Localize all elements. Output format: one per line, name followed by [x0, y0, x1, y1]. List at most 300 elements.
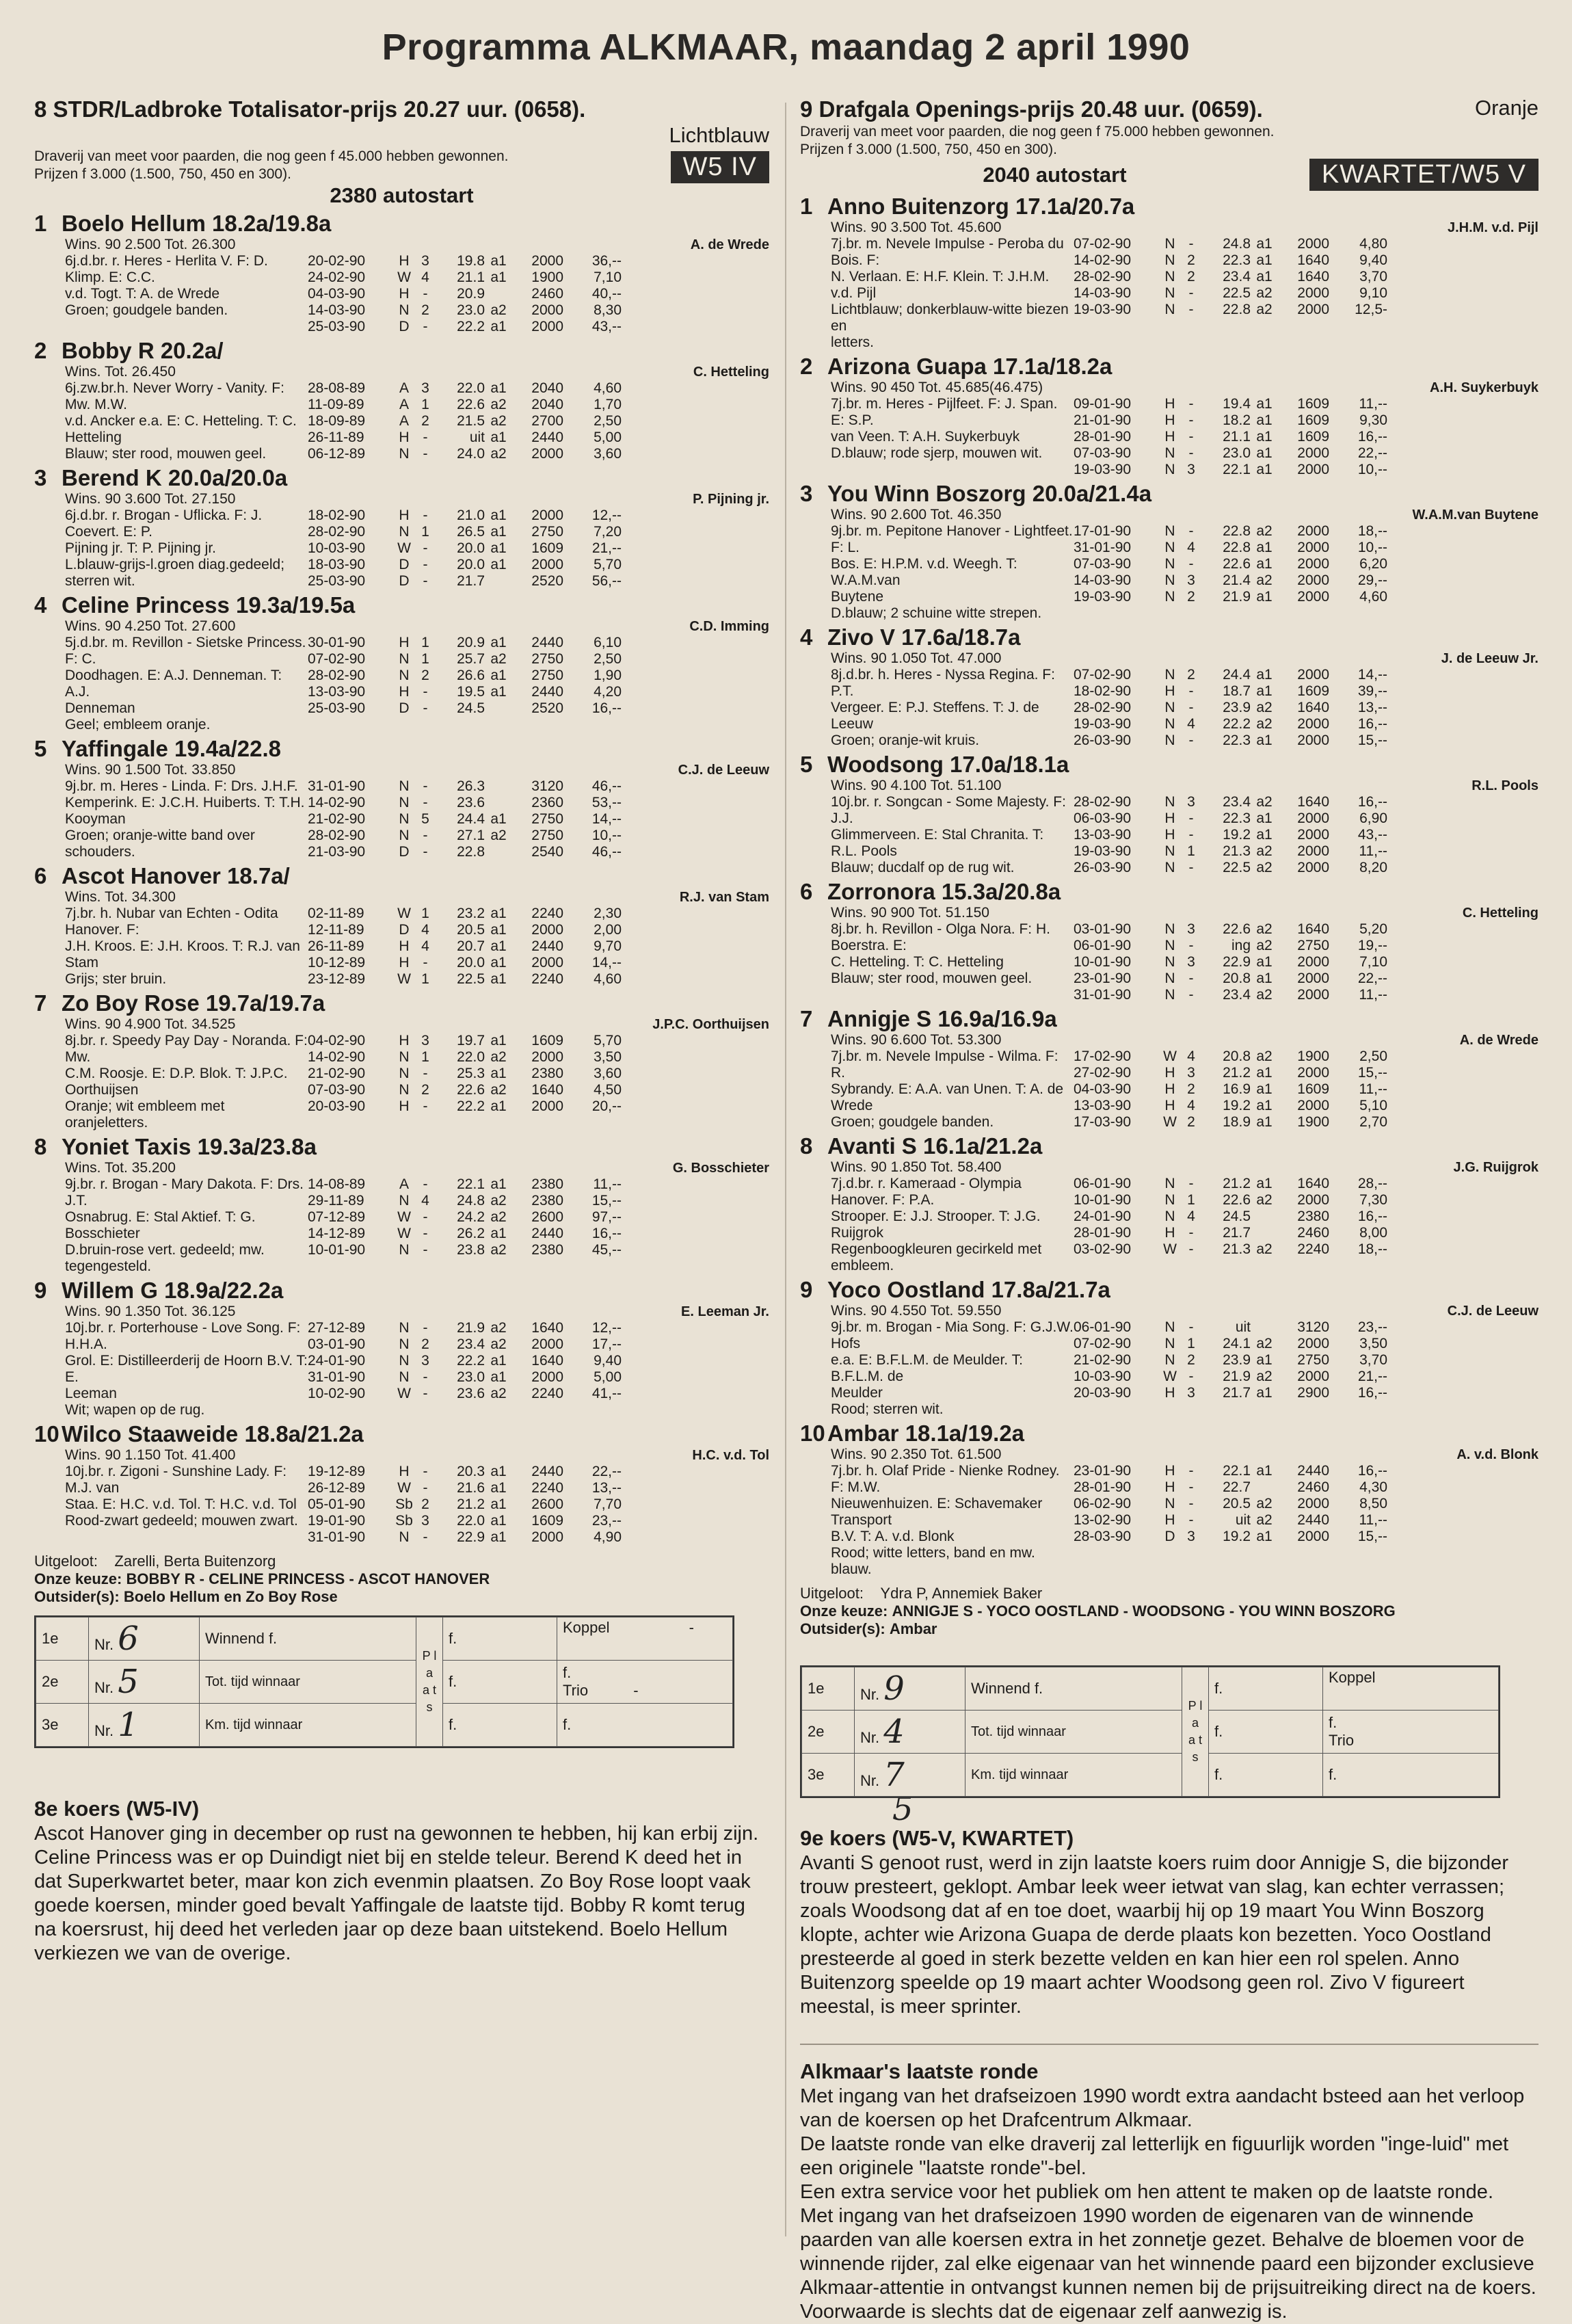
run-date: 26-03-90 — [1074, 860, 1132, 875]
run-start — [1251, 1319, 1278, 1336]
run-track: D — [399, 557, 410, 572]
result-row — [308, 1209, 769, 1226]
run-track: D — [399, 844, 410, 860]
run-time: 19.5 — [457, 684, 485, 700]
run-place: 3 — [421, 1353, 429, 1369]
result-row — [1074, 843, 1538, 860]
result-row — [308, 1386, 769, 1402]
run-date: 28-02-90 — [308, 668, 366, 683]
horse-description — [800, 1032, 1074, 1131]
horse-number: 7 — [800, 1006, 813, 1031]
run-distance: 2380 — [531, 1176, 563, 1192]
horse-entry — [34, 990, 769, 1131]
run-place: 2 — [421, 1082, 429, 1098]
run-place: 2 — [1187, 1352, 1195, 1368]
run-distance: 2000 — [1297, 843, 1329, 859]
run-date: 10-12-89 — [308, 955, 366, 970]
handwritten-pick-1: 9 — [883, 1669, 905, 1708]
horse-body — [34, 491, 769, 590]
run-start: a2 — [490, 446, 507, 462]
run-track: N — [1164, 1336, 1175, 1351]
koppel-dash: - — [689, 1619, 694, 1636]
run-start: a2 — [490, 1209, 507, 1225]
run-track: H — [399, 430, 410, 445]
run-date: 21-02-90 — [308, 811, 366, 827]
run-odds: 36,-- — [591, 253, 622, 269]
description-line: 6j.d.br. r. Brogan - Uflicka. F: J. Coevert. E: P. — [65, 507, 263, 540]
run-start: a2 — [1256, 1512, 1273, 1528]
run-distance: 2540 — [531, 844, 563, 860]
run-distance: 2440 — [1297, 1512, 1329, 1528]
run-odds: 16,-- — [1357, 1209, 1387, 1224]
result-row — [1074, 954, 1538, 970]
run-track: Sb — [395, 1513, 413, 1529]
horse-name: Wilco Staaweide 18.8a/21.2a — [62, 1421, 364, 1447]
run-track: A — [399, 413, 409, 429]
run-place: 3 — [1187, 1529, 1195, 1544]
run-odds: 4,60 — [1359, 589, 1387, 605]
page-title: Programma ALKMAAR, maandag 2 april 1990 — [382, 27, 1190, 68]
run-time: 22.6 — [457, 1082, 485, 1098]
run-time: 18.7 — [1223, 683, 1251, 699]
trainer-name: A. de Wrede — [1459, 1033, 1538, 1048]
run-start: a1 — [490, 507, 507, 523]
run-track: N — [1164, 445, 1175, 461]
run-distance: 1609 — [531, 540, 563, 556]
commentary-text: Avanti S genoot rust, werd in zijn laatste koers ruim door Annigje S, die bijzonder trouw presteert, geklopt. Ambar leek weer ietwat van slag, kan echter verrassen; zoals Woodsong dat af en toe doet, waarbij hij op 19 maart You Winn Boszorg klopte, achter wie Arizona Guapa de derde plaats kon bezetten. Yoco Oostland presteerde al goed in sterk bezette velden en kan hier een rol spelen. Anno Buitenzorg speelde op 19 maart achter Woodsong geen rol. Zivo V figureert meestal, is meer sprinter. — [800, 1852, 1508, 2018]
run-place: - — [423, 1529, 428, 1545]
place-3-label: 3e — [36, 1704, 89, 1747]
run-start: a1 — [490, 684, 507, 700]
horse-body — [800, 507, 1538, 622]
run-odds: 22,-- — [591, 1464, 622, 1479]
run-date: 12-11-89 — [308, 922, 364, 938]
trainer-name: P. Pijning jr. — [693, 492, 769, 507]
run-odds: 22,-- — [1357, 970, 1387, 986]
run-time: 21.9 — [457, 1320, 485, 1336]
run-time: 24.2 — [457, 1209, 485, 1225]
description-line: Grijs; ster bruin. — [65, 971, 167, 987]
run-date: 14-08-89 — [308, 1176, 366, 1192]
description-line: Wins. 90 3.600 Tot. 27.150 — [65, 491, 236, 507]
race-conditions: Draverij van meet voor paarden, die nog geen f 75.000 hebben gewonnen. — [800, 124, 1275, 140]
run-track: W — [397, 1209, 411, 1225]
run-distance: 2520 — [531, 700, 563, 716]
horse-entry — [34, 863, 769, 988]
nr-label: Nr. — [860, 1686, 880, 1703]
horse-number: 2 — [34, 338, 47, 363]
horse-entry — [800, 481, 1538, 622]
horse-entry — [800, 194, 1538, 351]
description-line: Glimmerveen. E: Stal Chranita. T: R.L. Pools — [831, 827, 1044, 859]
description-line: Wins. 90 1.150 Tot. 41.400 — [65, 1447, 236, 1463]
horse-description — [34, 1304, 308, 1418]
description-line: Strooper. E: J.J. Strooper. T: J.G. Ruijgrok — [831, 1209, 1041, 1241]
horse-entry — [34, 338, 769, 462]
run-date: 19-03-90 — [1074, 843, 1132, 859]
description-line: 9j.br. m. Pepitone Hanover - Lightfeet. F: L. — [831, 523, 1073, 555]
outsider: Boelo Hellum en Zo Boy Rose — [123, 1588, 338, 1605]
handwritten-pick-3: 1 — [118, 1706, 139, 1744]
run-start: a1 — [1256, 1385, 1273, 1401]
horse-description — [34, 237, 308, 335]
run-place: 2 — [1187, 667, 1195, 683]
handwritten-pick-2: 5 — [118, 1663, 139, 1701]
run-date: 28-02-90 — [1074, 269, 1132, 285]
run-distance: 2360 — [531, 795, 563, 810]
run-track: N — [399, 1082, 410, 1098]
section-divider — [800, 2044, 1538, 2045]
run-odds: 18,-- — [1357, 523, 1387, 539]
run-place: 3 — [421, 380, 429, 396]
run-odds: 19,-- — [1357, 938, 1387, 953]
trainer-name: A.H. Suykerbuyk — [1430, 380, 1538, 395]
run-track: N — [399, 778, 410, 794]
recent-results — [1074, 778, 1538, 876]
run-track: D — [399, 922, 410, 938]
run-start: a1 — [490, 1464, 507, 1479]
run-distance: 2000 — [531, 507, 563, 523]
run-track: H — [399, 635, 410, 650]
horse-header — [800, 624, 1538, 650]
result-row — [308, 1033, 769, 1049]
run-date: 17-01-90 — [1074, 523, 1132, 539]
horse-number: 8 — [800, 1133, 813, 1159]
run-track: H — [399, 1033, 410, 1048]
run-date: 07-03-90 — [1074, 556, 1132, 572]
run-date: 26-12-89 — [308, 1480, 366, 1496]
run-odds: 18,-- — [1357, 1241, 1387, 1257]
result-row — [1074, 396, 1538, 412]
run-track: N — [1164, 700, 1175, 715]
recent-results — [1074, 905, 1538, 1003]
keuze: ANNIGJE S - YOCO OOSTLAND - WOODSONG - YOU WINN BOSZORG — [892, 1602, 1396, 1620]
run-odds: 16,-- — [591, 1226, 622, 1241]
outsider-label: Outsider(s): — [800, 1620, 885, 1637]
run-track: W — [397, 540, 411, 556]
run-place: 2 — [1187, 589, 1195, 605]
article-title: Alkmaar's laatste ronde — [800, 2059, 1039, 2083]
run-place: - — [1188, 1225, 1194, 1241]
run-start: a2 — [1256, 572, 1273, 588]
run-track: H — [1164, 1098, 1175, 1113]
result-row — [1074, 716, 1538, 732]
run-distance: 2000 — [531, 446, 563, 462]
horse-header — [34, 211, 769, 237]
run-odds: 5,70 — [594, 1033, 622, 1048]
run-distance: 1609 — [1297, 683, 1329, 699]
run-start: a2 — [490, 397, 507, 412]
handwritten-pick-1: 6 — [118, 1620, 139, 1658]
article-paragraph: Met ingang van het drafseizoen 1990 wordt extra aandacht bsteed aan het verloop van de koersen op het Drafcentrum Alkmaar. — [800, 2085, 1525, 2131]
horse-description — [34, 364, 308, 462]
description-line: 9j.br. m. Heres - Linda. F: Drs. J.H.F. — [65, 778, 298, 794]
run-place: 2 — [1187, 252, 1195, 268]
run-date: 10-01-90 — [1074, 1192, 1132, 1208]
run-odds: 5,00 — [594, 1369, 622, 1385]
description-line: Wins. 90 4.900 Tot. 34.525 — [65, 1016, 236, 1032]
run-place: - — [423, 778, 428, 794]
horse-header — [34, 863, 769, 889]
description-line: Blauw; ducdalf op de rug wit. — [831, 860, 1015, 875]
horse-header — [34, 592, 769, 618]
trainer-name: E. Leeman Jr. — [681, 1304, 769, 1319]
run-date: 25-03-90 — [308, 700, 366, 716]
horse-number: 5 — [34, 736, 47, 761]
trainer-name: C.J. de Leeuw — [678, 763, 769, 778]
run-distance: 2000 — [1297, 1529, 1329, 1544]
horse-entry — [34, 1134, 769, 1275]
run-track: N — [399, 811, 410, 827]
run-odds: 2,50 — [594, 651, 622, 667]
horse-entry — [800, 1133, 1538, 1274]
horse-name: Anno Buitenzorg 17.1a/20.7a — [827, 194, 1135, 219]
run-place: - — [1188, 827, 1194, 843]
run-place: - — [423, 1369, 428, 1385]
horse-body — [34, 364, 769, 462]
run-track: H — [1164, 396, 1175, 412]
horse-entry — [34, 465, 769, 590]
run-date: 14-03-90 — [308, 302, 366, 318]
run-track: N — [399, 828, 410, 843]
result-row — [1074, 970, 1538, 987]
run-odds: 9,10 — [1359, 285, 1387, 301]
run-distance: 1640 — [1297, 921, 1329, 937]
uitgeloot: Ydra P, Annemiek Baker — [880, 1585, 1043, 1602]
run-track: N — [1164, 269, 1175, 285]
nr-label: Nr. — [94, 1636, 114, 1653]
run-date: 18-03-90 — [308, 557, 366, 572]
run-track: D — [399, 573, 410, 589]
run-distance: 2460 — [1297, 1479, 1329, 1495]
description-line: 10j.br. r. Songcan - Some Majesty. F: J.J. — [831, 794, 1066, 826]
run-track: W — [1163, 1114, 1177, 1130]
run-track: N — [1164, 1209, 1175, 1224]
run-date: 07-12-89 — [308, 1209, 366, 1225]
run-odds: 14,-- — [591, 811, 622, 827]
description-line: 8j.d.br. h. Heres - Nyssa Regina. F: P.T. — [831, 667, 1055, 699]
run-date: 11-09-89 — [308, 397, 364, 412]
run-distance: 2750 — [531, 651, 563, 667]
result-row — [1074, 252, 1538, 269]
run-place: 1 — [421, 651, 429, 667]
run-odds: 5,70 — [594, 557, 622, 572]
result-row — [308, 906, 769, 922]
description-line: Osnabrug. E: Stal Aktief. T: G. Bosschieter — [65, 1209, 256, 1241]
run-place: - — [1188, 1496, 1194, 1511]
description-line: 10j.br. r. Porterhouse - Love Song. F: H.H.A. — [65, 1320, 301, 1352]
run-time: 22.2 — [457, 1353, 485, 1369]
recent-results — [1074, 650, 1538, 749]
run-track: W — [1163, 1241, 1177, 1257]
run-odds: 15,-- — [1357, 1065, 1387, 1081]
result-row — [1074, 1098, 1538, 1114]
trainer-name: R.L. Pools — [1471, 778, 1538, 793]
run-odds: 15,-- — [1357, 1529, 1387, 1544]
run-date: 23-01-90 — [1074, 1463, 1132, 1479]
run-distance: 1609 — [1297, 396, 1329, 412]
run-track: N — [399, 1320, 410, 1336]
description-line: Wins. 90 1.850 Tot. 58.400 — [831, 1159, 1002, 1175]
run-time: 22.8 — [1223, 302, 1251, 317]
run-place: 1 — [1187, 1336, 1195, 1351]
horse-body — [34, 762, 769, 860]
run-odds: 11,-- — [1359, 987, 1387, 1003]
result-row — [1074, 921, 1538, 938]
run-place: - — [423, 795, 428, 810]
run-time: 20.0 — [457, 557, 485, 572]
place-1-label: 1e — [36, 1617, 89, 1661]
run-distance: 2750 — [531, 524, 563, 540]
run-distance: 2440 — [531, 1464, 563, 1479]
run-time: 22.3 — [1223, 810, 1251, 826]
run-time: 22.2 — [457, 319, 485, 334]
run-track: H — [399, 286, 410, 302]
run-track: N — [1164, 1319, 1175, 1335]
run-date: 06-12-89 — [308, 446, 366, 462]
run-time: 21.7 — [457, 573, 485, 589]
result-row — [308, 1529, 769, 1546]
run-place: 2 — [1187, 1114, 1195, 1130]
run-date: 06-01-90 — [1074, 1319, 1132, 1335]
horse-number: 1 — [800, 194, 813, 219]
horse-entry — [800, 1421, 1538, 1578]
race-prizes: Prijzen f 3.000 (1.500, 750, 450 en 300). — [34, 166, 291, 182]
run-distance: 2000 — [1297, 667, 1329, 683]
run-place: 3 — [1187, 572, 1195, 588]
description-line: Denneman — [65, 700, 135, 716]
run-place: - — [1188, 445, 1194, 461]
recent-results — [1074, 220, 1538, 351]
run-distance: 2380 — [531, 1193, 563, 1209]
result-row — [308, 1098, 769, 1115]
run-time: 24.5 — [457, 700, 485, 716]
horse-entry — [800, 354, 1538, 478]
run-date: 17-03-90 — [1074, 1114, 1132, 1130]
run-time: 20.5 — [1223, 1496, 1251, 1511]
run-time: 21.4 — [1223, 572, 1251, 588]
run-date: 28-02-90 — [1074, 794, 1132, 810]
trainer-name: J.P.C. Oorthuijsen — [652, 1017, 769, 1032]
run-place: - — [1188, 236, 1194, 252]
run-track: N — [1164, 794, 1175, 810]
run-place: - — [423, 1464, 428, 1479]
plaats-label: P l a a t s — [1182, 1667, 1209, 1797]
run-odds: 3,50 — [1359, 1336, 1387, 1351]
run-odds: 13,-- — [591, 1480, 622, 1496]
description-line: 7j.br. m. Nevele Impulse - Peroba du Bois. F: — [831, 236, 1064, 268]
horse-number: 9 — [34, 1278, 47, 1303]
run-date: 28-01-90 — [1074, 1479, 1132, 1495]
run-distance: 2240 — [1297, 1241, 1329, 1257]
run-odds: 43,-- — [591, 319, 622, 334]
run-date: 28-02-90 — [308, 524, 366, 540]
result-row — [1074, 302, 1538, 318]
run-distance: 1640 — [1297, 269, 1329, 285]
nr-label: Nr. — [860, 1729, 880, 1746]
run-track: A — [399, 380, 409, 396]
run-track: W — [397, 269, 411, 285]
run-track: N — [399, 1336, 410, 1352]
run-place: 2 — [1187, 1081, 1195, 1097]
run-date: 04-02-90 — [308, 1033, 366, 1048]
run-time: 21.7 — [1223, 1385, 1251, 1401]
run-place: - — [423, 507, 428, 523]
keuze: BOBBY R - CELINE PRINCESS - ASCOT HANOVER — [126, 1570, 490, 1587]
run-track: N — [1164, 302, 1175, 317]
run-date: 18-09-89 — [308, 413, 366, 429]
horse-header — [34, 990, 769, 1016]
run-odds: 3,70 — [1359, 1352, 1387, 1368]
prediction-form — [34, 1615, 734, 1748]
run-odds: 7,70 — [594, 1496, 622, 1512]
result-row — [308, 1369, 769, 1386]
horse-name: Boelo Hellum 18.2a/19.8a — [62, 211, 332, 236]
result-row — [1074, 1241, 1538, 1258]
run-odds: 13,-- — [1357, 700, 1387, 715]
trainer-name: W.A.M.van Buytene — [1412, 507, 1538, 523]
horse-description — [800, 507, 1074, 622]
tot-tijd-label: Tot. tijd winnaar — [200, 1661, 416, 1704]
horse-body — [34, 618, 769, 733]
run-start — [1251, 1479, 1278, 1496]
horse-name: Yaffingale 19.4a/22.8 — [62, 736, 282, 761]
description-line: Meulder — [831, 1385, 883, 1401]
result-row — [308, 302, 769, 319]
description-line: van Veen. T: A.H. Suykerbuyk — [831, 429, 1020, 445]
run-track: H — [1164, 1479, 1175, 1495]
run-time: 22.7 — [1223, 1479, 1251, 1495]
run-track: N — [1164, 285, 1175, 301]
run-distance: 1900 — [1297, 1048, 1329, 1064]
run-odds: 12,5- — [1355, 302, 1387, 317]
run-start: a1 — [490, 557, 507, 572]
run-track: H — [399, 1098, 410, 1114]
run-odds: 16,-- — [1357, 1463, 1387, 1479]
trainer-name: R.J. van Stam — [679, 890, 769, 905]
run-distance: 1609 — [1297, 1081, 1329, 1097]
run-track: N — [399, 446, 410, 462]
run-time: 22.5 — [457, 971, 485, 987]
description-line: Blauw; ster rood, mouwen geel. — [65, 446, 267, 462]
horse-name: Avanti S 16.1a/21.2a — [827, 1133, 1043, 1159]
horse-entry — [34, 736, 769, 860]
run-track: N — [1164, 732, 1175, 748]
run-time: 19.8 — [457, 253, 485, 269]
result-row — [1074, 556, 1538, 572]
description-line: Oranje; wit embleem met oranjeletters. — [65, 1098, 225, 1131]
run-track: N — [399, 1353, 410, 1369]
run-place: - — [423, 828, 428, 843]
run-track: N — [399, 1242, 410, 1258]
description-line: Regenboogkleuren gecirkeld met embleem. — [831, 1241, 1042, 1273]
run-odds: 46,-- — [591, 778, 622, 794]
trainer-name: C.D. Imming — [689, 619, 769, 634]
run-start: a1 — [490, 1226, 507, 1241]
run-track: N — [1164, 540, 1175, 555]
trainer-name: C. Hetteling — [1462, 906, 1538, 921]
run-odds: 5,20 — [1359, 921, 1387, 937]
description-line: Wins. 90 4.550 Tot. 59.550 — [831, 1303, 1002, 1319]
run-time: 23.6 — [457, 1386, 485, 1401]
run-distance: 2380 — [1297, 1209, 1329, 1224]
run-place: - — [1188, 302, 1194, 317]
run-distance: 2000 — [1297, 987, 1329, 1003]
run-track: H — [1164, 1081, 1175, 1097]
outsider-label: Outsider(s): — [34, 1588, 120, 1605]
run-distance: 2440 — [531, 430, 563, 445]
result-row — [308, 1049, 769, 1066]
